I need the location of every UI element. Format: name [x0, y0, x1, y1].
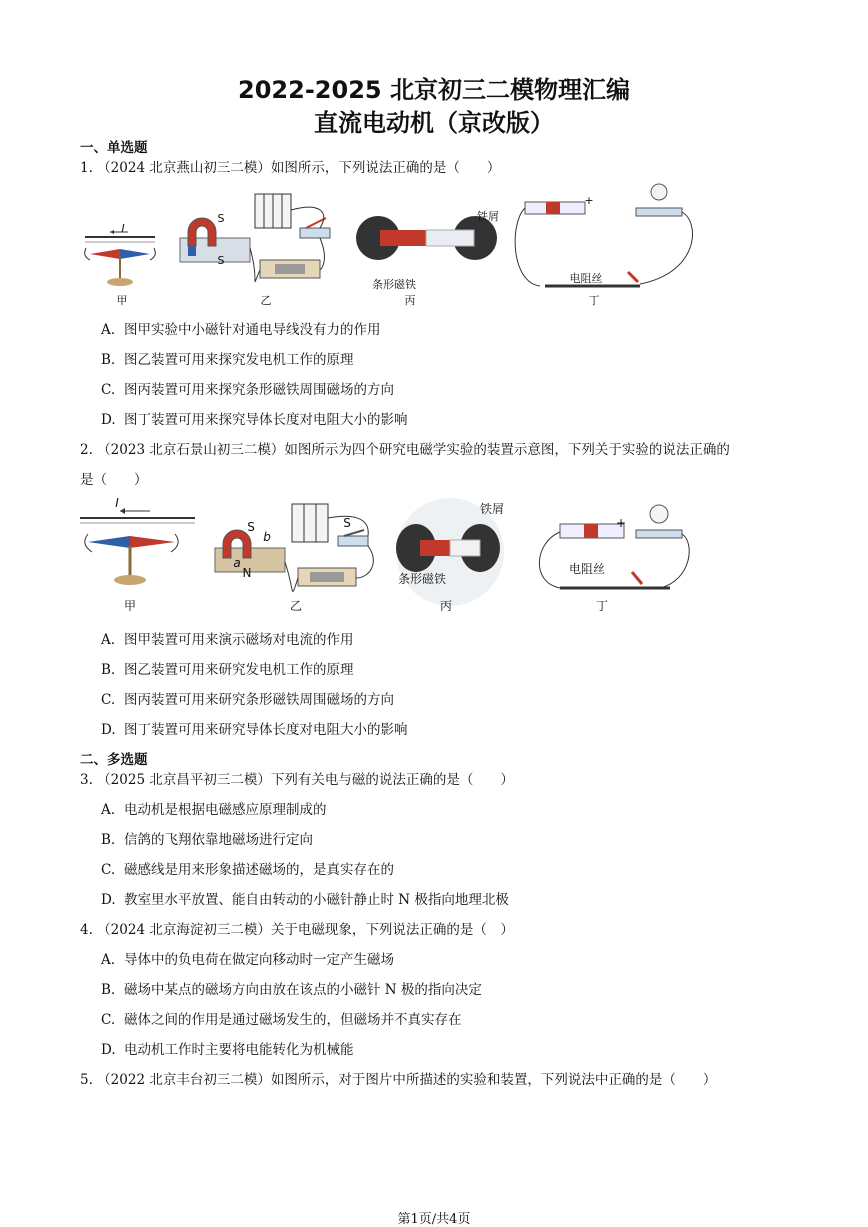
- question-3-option-a: A. 电动机是根据电磁感应原理制成的: [101, 802, 327, 818]
- question-2-option-d: D. 图丁装置可用来研究导体长度对电阻大小的影响: [101, 722, 408, 738]
- figure-label-yi: 乙: [260, 294, 272, 307]
- question-3-option-d: D. 教室里水平放置、能自由转动的小磁针静止时 N 极指向地理北极: [101, 892, 509, 908]
- question-4-option-a: A. 导体中的负电荷在做定向移动时一定产生磁场: [101, 952, 394, 968]
- figure-2-label-jia: 甲: [123, 599, 136, 613]
- figure-2-text-switch-s1: S: [247, 520, 255, 534]
- question-1-stem: 1. （2024 北京燕山初三二模）如图所示，下列说法正确的是（ ）: [80, 160, 501, 176]
- figure-2-text-wire: 电阻丝: [568, 562, 605, 576]
- question-2-figures: [80, 492, 800, 612]
- figure-1-jia: [85, 230, 156, 286]
- question-4-option-c: C. 磁体之间的作用是通过磁场发生的，但磁场并不真实存在: [101, 1012, 462, 1028]
- figure-2-label-yi: 乙: [289, 599, 302, 613]
- figure-text-magnet: 条形磁铁: [372, 278, 416, 291]
- question-1-option-c: C. 图丙装置可用来探究条形磁铁周围磁场的方向: [101, 382, 394, 398]
- question-3-stem: 3. （2025 北京昌平初三二模）下列有关电与磁的说法正确的是（ ）: [80, 772, 514, 788]
- figure-2-text-b: b: [263, 530, 271, 544]
- question-1-figures: [80, 182, 800, 304]
- figure-text-switch-s2: S: [217, 254, 225, 267]
- figure-2-label-ding: 丁: [595, 599, 608, 613]
- question-3-option-c: C. 磁感线是用来形象描述磁场的，是真实存在的: [101, 862, 394, 878]
- figure-2-text-iron: 铁屑: [479, 502, 504, 516]
- section-heading-multi: 二、多选题: [80, 752, 148, 768]
- figure-2-text-n: N: [242, 566, 252, 580]
- figure-text-plus: +: [584, 194, 594, 207]
- figure-text-switch-s1: S: [217, 212, 225, 225]
- page-number: 第1页/共4页: [397, 1212, 471, 1227]
- figure-2-label-bing: 丙: [439, 599, 452, 613]
- figure-2-text-plus: +: [616, 516, 627, 530]
- question-1-option-b: B. 图乙装置可用来探究发电机工作的原理: [101, 352, 354, 368]
- question-2-option-b: B. 图乙装置可用来研究发电机工作的原理: [101, 662, 354, 678]
- figure-text-wire: 电阻丝: [569, 272, 603, 285]
- figure-label-ding: 丁: [588, 294, 600, 307]
- figure-2-text-switch-s2: S: [343, 516, 351, 530]
- figure-2-ding: [539, 505, 689, 588]
- figure-2-text-a: a: [233, 556, 241, 570]
- question-2-option-c: C. 图丙装置可用来研究条形磁铁周围磁场的方向: [101, 692, 394, 708]
- figure-2-text-current: I: [115, 496, 119, 510]
- question-4-option-b: B. 磁场中某点的磁场方向由放在该点的小磁针 N 极的指向决定: [101, 982, 482, 998]
- question-2-stem-line1: 2. （2023 北京石景山初三二模）如图所示为四个研究电磁学实验的装置示意图，下列关于实验的说法正确的: [80, 442, 730, 458]
- question-2-stem-line2: 是（ ）: [80, 472, 148, 488]
- question-2-option-a: A. 图甲装置可用来演示磁场对电流的作用: [101, 632, 354, 648]
- figure-2-jia: [80, 508, 195, 585]
- figure-label-jia: 甲: [116, 294, 128, 307]
- page-subtitle: 直流电动机（京改版）: [314, 109, 554, 137]
- question-1-option-a: A. 图甲实验中小磁针对通电导线没有力的作用: [101, 322, 381, 338]
- figure-label-bing: 丙: [404, 294, 416, 307]
- question-4-option-d: D. 电动机工作时主要将电能转化为机械能: [101, 1042, 354, 1058]
- question-3-option-b: B. 信鸽的飞翔依靠地磁场进行定向: [101, 832, 313, 848]
- page-title: 2022-2025 北京初三二模物理汇编: [238, 76, 630, 104]
- section-heading-single: 一、单选题: [80, 140, 148, 156]
- figure-text-current: I: [121, 222, 125, 235]
- figure-2-text-magnet: 条形磁铁: [397, 572, 446, 586]
- question-5-stem: 5. （2022 北京丰台初三二模）如图所示，对于图片中所描述的实验和装置，下列说法中正确的是（ ）: [80, 1072, 717, 1088]
- figure-1-yi: [180, 194, 330, 282]
- question-4-stem: 4. （2024 北京海淀初三二模）关于电磁现象，下列说法正确的是（ ）: [80, 922, 514, 938]
- question-1-option-d: D. 图丁装置可用来探究导体长度对电阻大小的影响: [101, 412, 408, 428]
- figure-text-iron: 铁屑: [477, 210, 499, 223]
